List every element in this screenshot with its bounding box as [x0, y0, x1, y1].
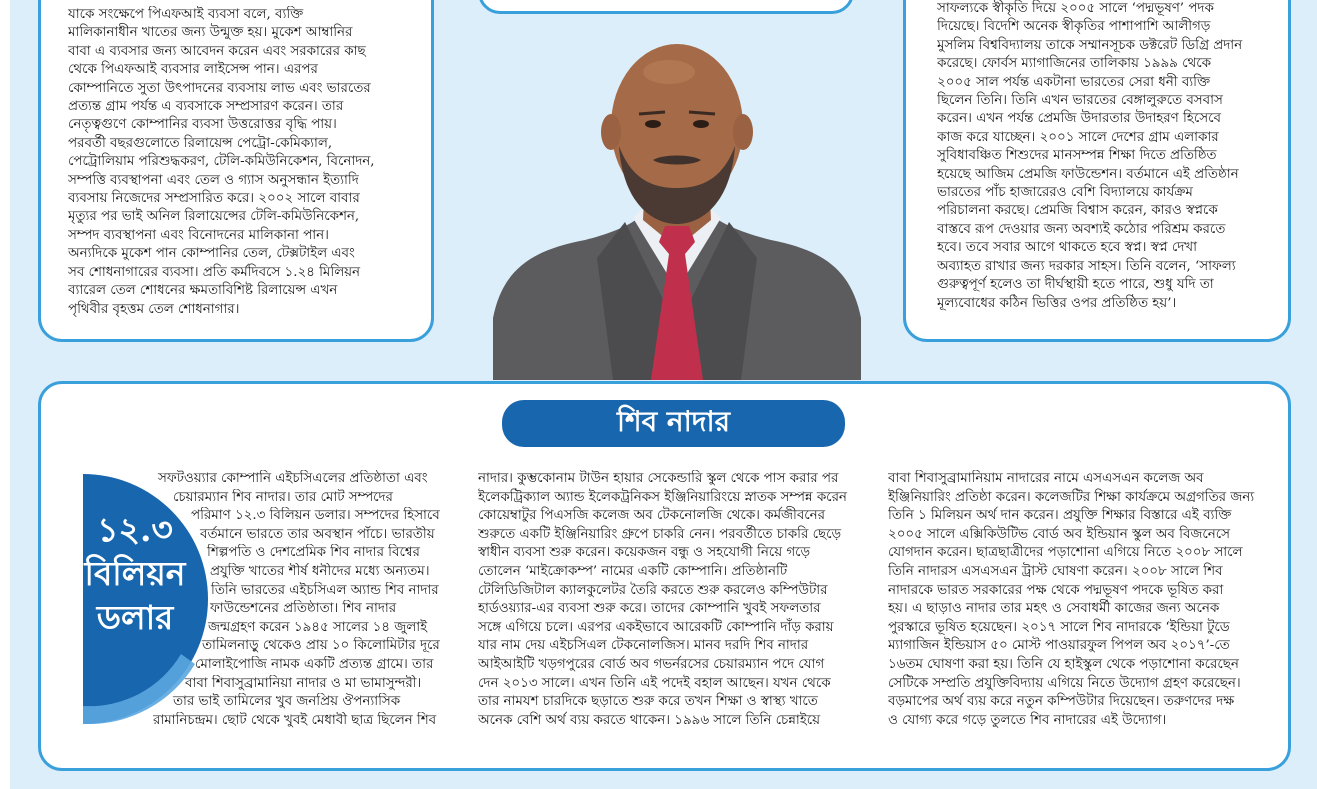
column-1-line: মোলাইপোজি নামক একটি প্রত্যন্ত গ্রামে। তার — [195, 656, 434, 672]
article-column-1 — [153, 470, 471, 730]
portrait-illustration — [493, 28, 861, 380]
top-center-box-edge — [478, 0, 854, 14]
portrait-photo — [493, 28, 861, 380]
article-title: শিব নাদার — [502, 400, 845, 447]
column-1-line: জন্মগ্রহণ করেন ১৯৪৫ সালের ১৪ জুলাই — [208, 619, 428, 635]
column-1-line: তামিলনাড়ু থেকেও প্রায় ১০ কিলোমিটার দূরে — [202, 638, 440, 654]
article-column-3: বাবা শিবাসুব্রামানিয়াম নাদারের নামে এসএসএন কলেজ অব ইঞ্জিনিয়ারিং প্রতিষ্ঠা করেন। কলেজটির শিক্ষা কার্যক্রমে অগ্রগতির জন্য তিনি ১ মিলিয়ন অর্থ দান করেন। প্রযুক্তি শিক্ষার বিস্তারে এই ব্যক্তি ২০০৫ সালে এক্সিকিউটিভ বোর্ড অব ইন্ডিয়ান স্কুল অব বিজনেসে যোগদান করেন। ছাত্রছাত্রীদের পড়াশোনা এগিয়ে নিতে ২০০৮ সালে তিনি নাদারস এসএসএন ট্রাস্ট ঘোষণা করেন। ২০০৮ সালে শিব নাদারকে ভারত সরকারের পক্ষ থেকে পদ্মভূষণ পদকে ভূষিত করা হয়। এ ছাড়াও নাদার তার মহৎ ও সেবাধর্মী কাজের জন্য অনেক পুরস্কারে ভূষিত হয়েছেন। ২০১৭ সালে শিব নাদারকে ‘ইন্ডিয়া টুডে ম্যাগাজিন ইন্ডিয়াস ৫০ মোস্ট পাওয়ারফুল পিপল অব ২০১৭’-তে ১৬তম ঘোষণা করা হয়। তিনি যে হাইস্কুল থেকে পড়াশোনা করেছেন সেটিকে সম্প্রতি প্রযুক্তিবিদ্যায় এগিয়ে নিতে উদ্যোগ গ্রহণ করেছেন। বড়মাপের অর্থ ব্যয় করে নতুন কম্পিউটার দিয়েছেন। তরুণদের দক্ষ ও যোগ্য করে গড়ে তুলতে শিব নাদারের এই উদ্যোগ। — [888, 471, 1255, 728]
column-1-line: পরিমাণ ১২.৩ বিলিয়ন ডলার। সম্পদের হিসাবে — [191, 508, 440, 524]
column-1-line: চেয়ারম্যান শিব নাদার। তার মোট সম্পদের — [173, 489, 393, 505]
column-1-line: বাবা শিবাসুব্রামানিয়া নাদার ও মা ভামাসুন্দরী। — [185, 675, 422, 691]
column-1-line: রামানিচন্দ্রম। ছোট থেকে খুবই মেধাবী ছাত্র ছিলেন শিব — [153, 712, 437, 728]
column-1-line: তিনি ভারতের এইচসিএল অ্যান্ড শিব নাদার — [211, 582, 439, 598]
column-1-line: বর্তমানে ভারতে তার অবস্থান পাঁচে। ভারতীয় — [200, 526, 435, 542]
stat-value-currency: ডলার — [96, 598, 174, 637]
stat-value-number: ১২.৩ — [97, 510, 173, 549]
top-right-article-text: সাফল্যকে স্বীকৃতি দিয়ে ২০০৫ সালে ‘পদ্মভূষণ’ পদক দিয়েছে। বিদেশি অনেক স্বীকৃতির পাশাপাশি আলীগড় মুসলিম বিশ্ববিদ্যালয় তাকে সম্মানসূচক ডক্টরেট ডিগ্রি প্রদান করেছে। ফোর্বস ম্যাগাজিনের তালিকায় ১৯৯৯ থেকে ২০০৫ সাল পর্যন্ত একটানা ভারতের সেরা ধনী ব্যক্তি ছিলেন তিনি। তিনি এখন ভারতের বেঙ্গালুরুতে বসবাস করেন। এখন পর্যন্ত প্রেমজি উদারতার উদাহরণ হিসেবে কাজ করে যাচ্ছেন। ২০০১ সালে দেশের গ্রাম এলাকার সুবিধাবঞ্চিত শিশুদের মানসম্পন্ন শিক্ষা দিতে প্রতিষ্ঠিত হয়েছে আজিম প্রেমজি ফাউন্ডেশন। বর্তমানে এই প্রতিষ্ঠান ভারতের পাঁচ হাজারেরও বেশি বিদ্যালয়ে কার্যক্রম পরিচালনা করছে। প্রেমজি বিশ্বাস করেন, কারও স্বপ্নকে বাস্তবে রূপ দেওয়ার জন্য অবশ্যই কঠোর পরিশ্রম করতে হবে। তবে সবার আগে থাকতে হবে স্বপ্ন। স্বপ্ন দেখা অব্যাহত রাখার জন্য দরকার সাহস। তিনি বলেন, ‘সাফল্য গুরুত্বপূর্ণ হলেও তা দীর্ঘস্থায়ী হতে পারে, শুধু যদি তা মূল্যবোধের কঠিন ভিত্তির ওপর প্রতিষ্ঠিত হয়’। — [937, 1, 1243, 311]
column-1-line: তার ভাই তামিলের খুব জনপ্রিয় ঔপন্যাসিক — [173, 694, 401, 710]
top-left-article-text: যাকে সংক্ষেপে পিএফআই ব্যবসা বলে, ব্যক্তি মালিকানাধীন খাতের জন্য উন্মুক্ত হয়। মুকেশ আম্বানির বাবা এ ব্যবসার জন্য আবেদন করেন এবং সরকারের কাছ থেকে পিএফআই ব্যবসার লাইসেন্স পান। এরপর কোম্পানিতে সুতা উৎপাদনের ব্যবসায় লাভ এবং ভারতের প্রত্যন্ত গ্রাম পর্যন্ত এ ব্যবসাকে সম্প্রসারণ করেন। তার নেতৃত্বগুণে কোম্পানির ব্যবসা উত্তরোত্তর বৃদ্ধি পায়। পরবর্তী বছরগুলোতে রিলায়েন্স পেট্রো-কেমিক্যাল, পেট্রোলিয়াম পরিশুদ্ধকরণ, টেলি-কমিউনিকেশন, বিনোদন, সম্পত্তি ব্যবস্থাপনা এবং তেল ও গ্যাস অনুসন্ধান ইত্যাদি ব্যবসায় নিজেদের সম্প্রসারিত করে। ২০০২ সালে বাবার মৃত্যুর পর ভাই অনিল রিলায়েন্সের টেলি-কমিউনিকেশন, সম্পদ ব্যবস্থাপনা এবং বিনোদনের মালিকানা পান। অন্যদিকে মুকেশ পান কোম্পানির তেল, টেক্সটাইল এবং সব শোধনাগারের ব্যবসা। প্রতি কর্মদিবসে ১.২৪ মিলিয়ন ব্যারেল তেল শোধনের ক্ষমতাবিশিষ্ট রিলায়েন্স এখন পৃথিবীর বৃহত্তম তেল শোধনাগার। — [68, 7, 375, 317]
newspaper-page — [10, 0, 1317, 789]
column-1-line: সফটওয়্যার কোম্পানি এইচসিএলের প্রতিষ্ঠাতা এবং — [158, 471, 428, 486]
column-1-line: শিল্পপতি ও দেশপ্রেমিক শিব নাদার বিশ্বের — [207, 545, 420, 561]
stat-value-unit: বিলিয়ন — [84, 554, 186, 593]
article-column-2: নাদার। কুম্ভকোনাম টাউন হায়ার সেকেন্ডারি স্কুল থেকে পাস করার পর ইলেকট্রিক্যাল অ্যান্ড ইলেকট্রনিকস ইঞ্জিনিয়ারিংয়ে স্নাতক সম্পন্ন করেন কোয়েম্বাটুর পিএসজি কলেজ অব টেকনোলজি থেকে। কর্মজীবনের শুরুতে একটি ইঞ্জিনিয়ারিং গ্রুপে চাকরি নেন। পরবর্তীতে চাকরি ছেড়ে স্বাধীন ব্যবসা শুরু করেন। কয়েকজন বন্ধু ও সহযোগী নিয়ে গড়ে তোলেন ‘মাইক্রোকম্প’ নামের একটি কোম্পানি। প্রতিষ্ঠানটি টেলিডিজিটাল ক্যালকুলেটর তৈরি করতে শুরু করলেও কম্পিউটার হার্ডওয়্যার-এর ব্যবসা শুরু করে। তাদের কোম্পানি খুবই সফলতার সঙ্গে এগিয়ে চলে। এরপর একইভাবে আরেকটি কোম্পানি দাঁড় করায় যার নাম দেয় এইচসিএল টেকনোলজিস। মানব দরদি শিব নাদার আইআইটি খড়গপুরের বোর্ড অব গভর্নরসের চেয়ারম্যান পদে যোগ দেন ২০১৩ সালে। এখন তিনি এই পদেই বহাল আছেন। যখন থেকে তার নামযশ চারদিকে ছড়াতে শুরু করে তখন শিক্ষা ও স্বাস্থ্য খাতে অনেক বেশি অর্থ ব্যয় করতে থাকেন। ১৯৯৬ সালে তিনি চেন্নাইয়ে — [478, 471, 847, 728]
column-1-line: ফাউন্ডেশনের প্রতিষ্ঠাতা। শিব নাদার — [210, 601, 397, 617]
column-1-line: প্রযুক্তি খাতের শীর্ষ ধনীদের মধ্যে অন্যতম। — [210, 563, 430, 579]
